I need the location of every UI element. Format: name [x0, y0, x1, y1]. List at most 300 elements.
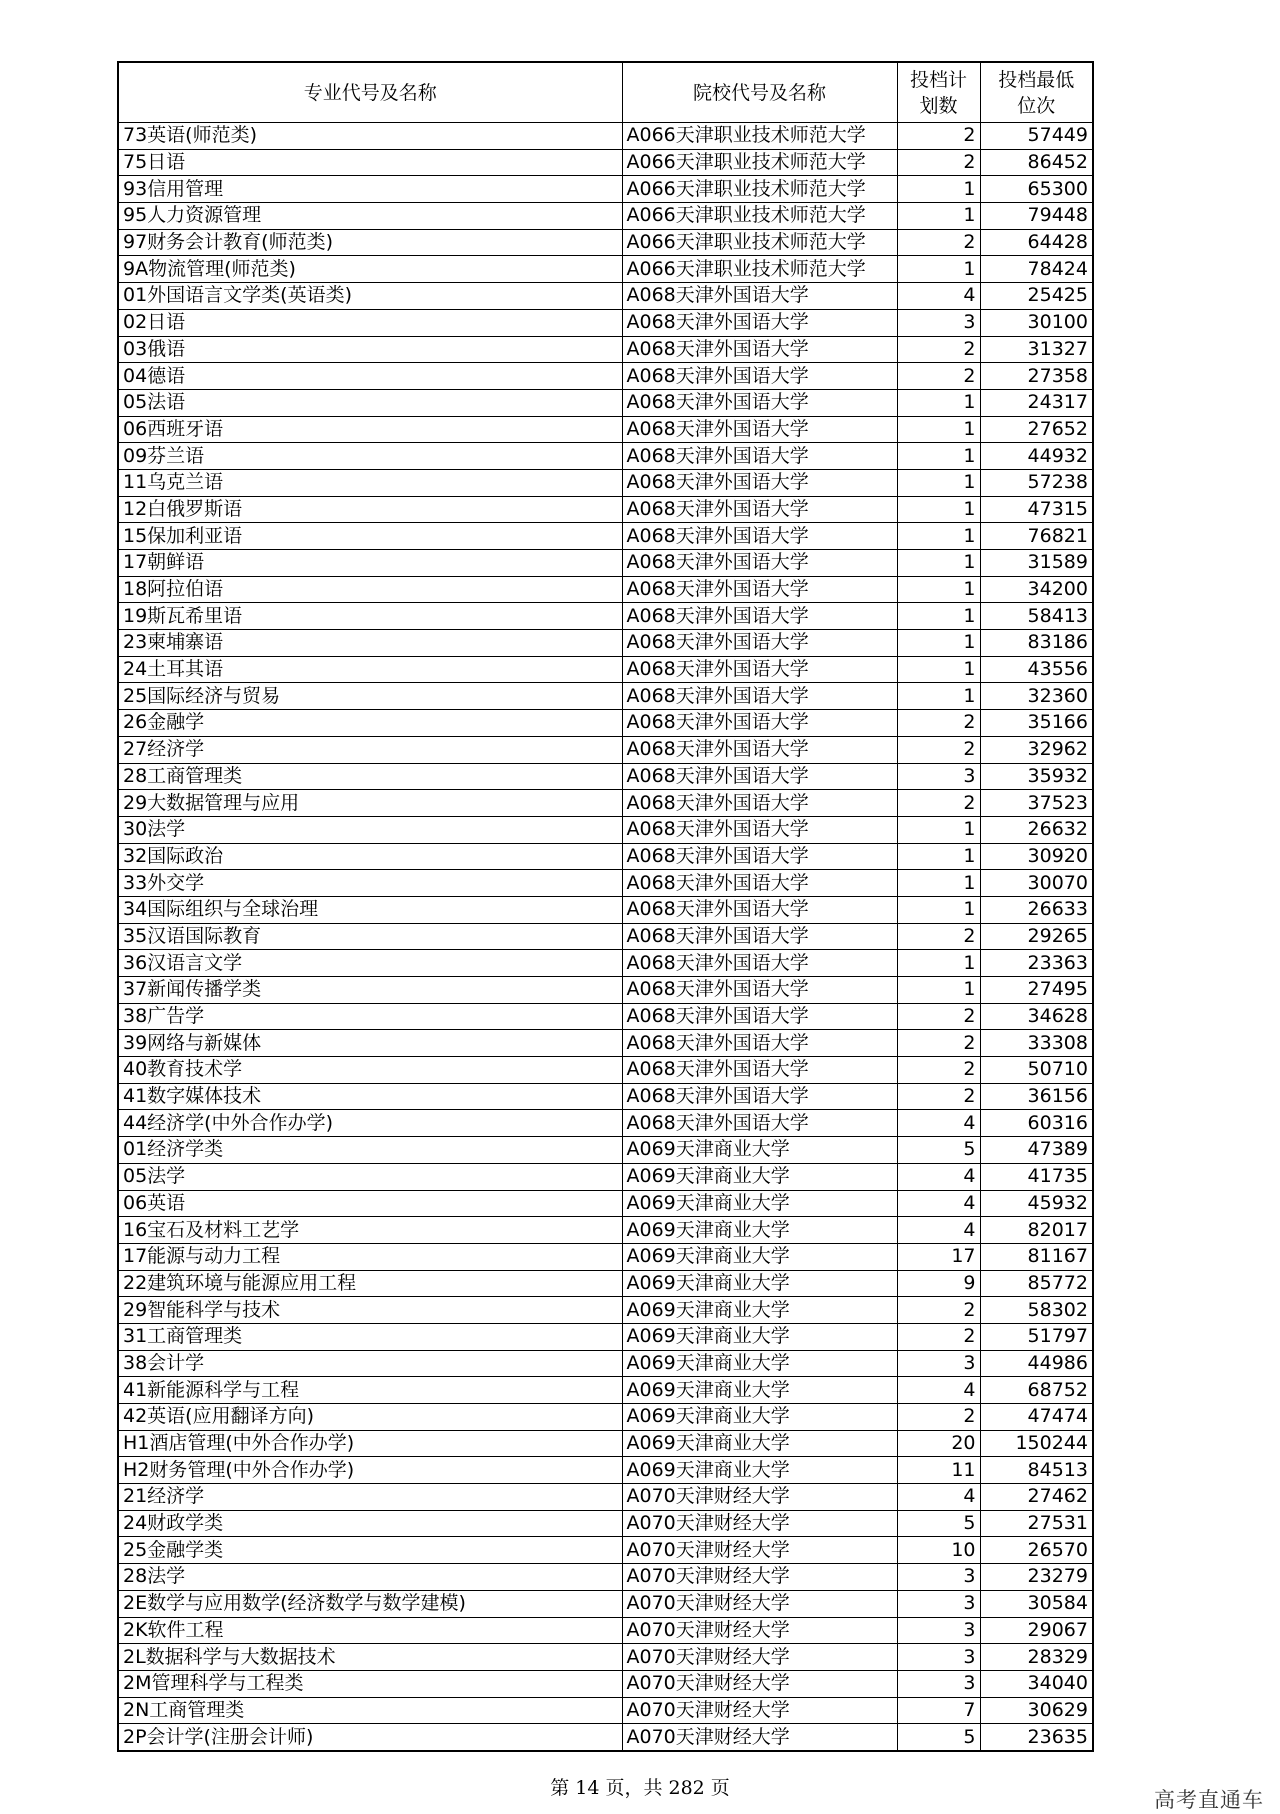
school-cell: A068天津外国语大学 — [622, 1003, 897, 1030]
major-cell: 01外国语言文学类(英语类) — [118, 283, 622, 310]
school-cell: A068天津外国语大学 — [622, 710, 897, 737]
table-row — [118, 576, 1093, 603]
plan-count-cell: 9 — [897, 1270, 980, 1297]
major-cell: 2E数学与应用数学(经济数学与数学建模) — [118, 1590, 622, 1617]
major-cell: H1酒店管理(中外合作办学) — [118, 1430, 622, 1457]
major-cell: 27经济学 — [118, 736, 622, 763]
table-row — [118, 1510, 1093, 1537]
table-row — [118, 416, 1093, 443]
school-cell: A068天津外国语大学 — [622, 523, 897, 550]
header-major: 专业代号及名称 — [118, 62, 622, 123]
major-cell: 19斯瓦希里语 — [118, 603, 622, 630]
plan-count-cell: 3 — [897, 1590, 980, 1617]
table-row — [118, 1350, 1093, 1377]
watermark: 高考直通车 — [1154, 1788, 1264, 1812]
plan-count-cell: 1 — [897, 630, 980, 657]
school-cell: A069天津商业大学 — [622, 1243, 897, 1270]
major-cell: 38广告学 — [118, 1003, 622, 1030]
plan-count-cell: 2 — [897, 149, 980, 176]
major-cell: 37新闻传播学类 — [118, 977, 622, 1004]
min-rank-cell: 31589 — [980, 550, 1093, 577]
min-rank-cell: 24317 — [980, 389, 1093, 416]
school-cell: A068天津外国语大学 — [622, 309, 897, 336]
school-cell: A068天津外国语大学 — [622, 816, 897, 843]
major-cell: 01经济学类 — [118, 1137, 622, 1164]
table-header-row — [118, 62, 1093, 123]
table-row — [118, 1323, 1093, 1350]
plan-count-cell: 2 — [897, 229, 980, 256]
min-rank-cell: 82017 — [980, 1217, 1093, 1244]
school-cell: A068天津外国语大学 — [622, 870, 897, 897]
major-cell: 06西班牙语 — [118, 416, 622, 443]
min-rank-cell: 35932 — [980, 763, 1093, 790]
table-row — [118, 1457, 1093, 1484]
school-cell: A070天津财经大学 — [622, 1590, 897, 1617]
major-cell: 21经济学 — [118, 1484, 622, 1511]
min-rank-cell: 78424 — [980, 256, 1093, 283]
major-cell: 33外交学 — [118, 870, 622, 897]
min-rank-cell: 85772 — [980, 1270, 1093, 1297]
plan-count-cell: 2 — [897, 1030, 980, 1057]
plan-count-cell: 3 — [897, 309, 980, 336]
plan-count-cell: 1 — [897, 523, 980, 550]
table-row — [118, 229, 1093, 256]
min-rank-cell: 35166 — [980, 710, 1093, 737]
table-row — [118, 630, 1093, 657]
min-rank-cell: 150244 — [980, 1430, 1093, 1457]
school-cell: A068天津外国语大学 — [622, 496, 897, 523]
min-rank-cell: 27495 — [980, 977, 1093, 1004]
plan-count-cell: 3 — [897, 763, 980, 790]
table-row — [118, 1404, 1093, 1431]
min-rank-cell: 60316 — [980, 1110, 1093, 1137]
min-rank-cell: 25425 — [980, 283, 1093, 310]
table-row — [118, 1617, 1093, 1644]
school-cell: A068天津外国语大学 — [622, 443, 897, 470]
min-rank-cell: 32360 — [980, 683, 1093, 710]
table-row — [118, 550, 1093, 577]
school-cell: A068天津外国语大学 — [622, 923, 897, 950]
table-row — [118, 870, 1093, 897]
major-cell: 04德语 — [118, 363, 622, 390]
table-row — [118, 1724, 1093, 1751]
table-row — [118, 1137, 1093, 1164]
major-cell: 30法学 — [118, 816, 622, 843]
plan-count-cell: 11 — [897, 1457, 980, 1484]
min-rank-cell: 34628 — [980, 1003, 1093, 1030]
plan-count-cell: 2 — [897, 1323, 980, 1350]
school-cell: A070天津财经大学 — [622, 1670, 897, 1697]
major-cell: 15保加利亚语 — [118, 523, 622, 550]
major-cell: 16宝石及材料工艺学 — [118, 1217, 622, 1244]
major-cell: 29大数据管理与应用 — [118, 790, 622, 817]
plan-count-cell: 1 — [897, 496, 980, 523]
min-rank-cell: 41735 — [980, 1163, 1093, 1190]
table-row — [118, 1537, 1093, 1564]
school-cell: A068天津外国语大学 — [622, 550, 897, 577]
school-cell: A069天津商业大学 — [622, 1457, 897, 1484]
major-cell: 28法学 — [118, 1564, 622, 1591]
major-cell: 2P会计学(注册会计师) — [118, 1724, 622, 1751]
major-cell: 23柬埔寨语 — [118, 630, 622, 657]
header-plan-count — [897, 62, 980, 123]
major-cell: 34国际组织与全球治理 — [118, 896, 622, 923]
school-cell: A068天津外国语大学 — [622, 469, 897, 496]
table-row — [118, 763, 1093, 790]
table-row — [118, 1030, 1093, 1057]
min-rank-cell: 57449 — [980, 123, 1093, 150]
min-rank-cell: 57238 — [980, 469, 1093, 496]
major-cell: 35汉语国际教育 — [118, 923, 622, 950]
min-rank-cell: 43556 — [980, 656, 1093, 683]
school-cell: A068天津外国语大学 — [622, 1110, 897, 1137]
plan-count-cell: 1 — [897, 389, 980, 416]
min-rank-cell: 23635 — [980, 1724, 1093, 1751]
table-row — [118, 523, 1093, 550]
header-min-rank-line1: 投档最低 — [998, 68, 1075, 91]
plan-count-cell: 5 — [897, 1137, 980, 1164]
plan-count-cell: 4 — [897, 1163, 980, 1190]
school-cell: A068天津外国语大学 — [622, 1083, 897, 1110]
plan-count-cell: 4 — [897, 1110, 980, 1137]
major-cell: 18阿拉伯语 — [118, 576, 622, 603]
min-rank-cell: 51797 — [980, 1323, 1093, 1350]
major-cell: 44经济学(中外合作办学) — [118, 1110, 622, 1137]
header-plan-count-line1: 投档计 — [909, 68, 967, 91]
major-cell: 31工商管理类 — [118, 1323, 622, 1350]
school-cell: A068天津外国语大学 — [622, 389, 897, 416]
school-cell: A066天津职业技术师范大学 — [622, 229, 897, 256]
min-rank-cell: 30920 — [980, 843, 1093, 870]
table-row — [118, 1697, 1093, 1724]
major-cell: 26金融学 — [118, 710, 622, 737]
school-cell: A068天津外国语大学 — [622, 363, 897, 390]
table-row — [118, 656, 1093, 683]
min-rank-cell: 34200 — [980, 576, 1093, 603]
school-cell: A070天津财经大学 — [622, 1484, 897, 1511]
plan-count-cell: 2 — [897, 1057, 980, 1084]
school-cell: A069天津商业大学 — [622, 1190, 897, 1217]
school-cell: A069天津商业大学 — [622, 1270, 897, 1297]
min-rank-cell: 32962 — [980, 736, 1093, 763]
school-cell: A066天津职业技术师范大学 — [622, 149, 897, 176]
major-cell: 2L数据科学与大数据技术 — [118, 1644, 622, 1671]
plan-count-cell: 1 — [897, 416, 980, 443]
major-cell: 28工商管理类 — [118, 763, 622, 790]
major-cell: 97财务会计教育(师范类) — [118, 229, 622, 256]
table-row — [118, 496, 1093, 523]
school-cell: A068天津外国语大学 — [622, 977, 897, 1004]
school-cell: A068天津外国语大学 — [622, 1030, 897, 1057]
major-cell: 39网络与新媒体 — [118, 1030, 622, 1057]
major-cell: 38会计学 — [118, 1350, 622, 1377]
plan-count-cell: 1 — [897, 656, 980, 683]
table-row — [118, 1163, 1093, 1190]
plan-count-cell: 1 — [897, 469, 980, 496]
min-rank-cell: 33308 — [980, 1030, 1093, 1057]
plan-count-cell: 1 — [897, 816, 980, 843]
school-cell: A068天津外国语大学 — [622, 656, 897, 683]
min-rank-cell: 45932 — [980, 1190, 1093, 1217]
school-cell: A070天津财经大学 — [622, 1697, 897, 1724]
school-cell: A068天津外国语大学 — [622, 416, 897, 443]
school-cell: A069天津商业大学 — [622, 1377, 897, 1404]
table-row — [118, 816, 1093, 843]
min-rank-cell: 26570 — [980, 1537, 1093, 1564]
plan-count-cell: 4 — [897, 283, 980, 310]
min-rank-cell: 50710 — [980, 1057, 1093, 1084]
plan-count-cell: 2 — [897, 1404, 980, 1431]
major-cell: 25金融学类 — [118, 1537, 622, 1564]
major-cell: 25国际经济与贸易 — [118, 683, 622, 710]
plan-count-cell: 1 — [897, 683, 980, 710]
plan-count-cell: 1 — [897, 896, 980, 923]
major-cell: 17朝鲜语 — [118, 550, 622, 577]
school-cell: A070天津财经大学 — [622, 1510, 897, 1537]
school-cell: A068天津外国语大学 — [622, 950, 897, 977]
min-rank-cell: 84513 — [980, 1457, 1093, 1484]
major-cell: 75日语 — [118, 149, 622, 176]
major-cell: 05法学 — [118, 1163, 622, 1190]
table-row — [118, 843, 1093, 870]
school-cell: A068天津外国语大学 — [622, 576, 897, 603]
major-cell: 32国际政治 — [118, 843, 622, 870]
min-rank-cell: 58302 — [980, 1297, 1093, 1324]
plan-count-cell: 2 — [897, 123, 980, 150]
min-rank-cell: 27531 — [980, 1510, 1093, 1537]
school-cell: A069天津商业大学 — [622, 1430, 897, 1457]
table-row — [118, 283, 1093, 310]
min-rank-cell: 65300 — [980, 176, 1093, 203]
plan-count-cell: 3 — [897, 1644, 980, 1671]
plan-count-cell: 3 — [897, 1564, 980, 1591]
major-cell: 12白俄罗斯语 — [118, 496, 622, 523]
table-row — [118, 1377, 1093, 1404]
major-cell: 02日语 — [118, 309, 622, 336]
school-cell: A066天津职业技术师范大学 — [622, 203, 897, 230]
header-school: 院校代号及名称 — [622, 62, 897, 123]
major-cell: 2M管理科学与工程类 — [118, 1670, 622, 1697]
plan-count-cell: 10 — [897, 1537, 980, 1564]
school-cell: A066天津职业技术师范大学 — [622, 176, 897, 203]
table-row — [118, 1217, 1093, 1244]
school-cell: A068天津外国语大学 — [622, 336, 897, 363]
table-row — [118, 256, 1093, 283]
major-cell: 42英语(应用翻译方向) — [118, 1404, 622, 1431]
table-row — [118, 977, 1093, 1004]
header-min-rank-line2: 位次 — [1017, 94, 1056, 117]
major-cell: 22建筑环境与能源应用工程 — [118, 1270, 622, 1297]
school-cell: A069天津商业大学 — [622, 1323, 897, 1350]
plan-count-cell: 2 — [897, 1297, 980, 1324]
min-rank-cell: 58413 — [980, 603, 1093, 630]
plan-count-cell: 1 — [897, 176, 980, 203]
major-cell: 93信用管理 — [118, 176, 622, 203]
major-cell: 40教育技术学 — [118, 1057, 622, 1084]
plan-count-cell: 2 — [897, 790, 980, 817]
plan-count-cell: 5 — [897, 1724, 980, 1751]
min-rank-cell: 30070 — [980, 870, 1093, 897]
major-cell: H2财务管理(中外合作办学) — [118, 1457, 622, 1484]
school-cell: A070天津财经大学 — [622, 1537, 897, 1564]
min-rank-cell: 27462 — [980, 1484, 1093, 1511]
table-row — [118, 389, 1093, 416]
school-cell: A068天津外国语大学 — [622, 896, 897, 923]
table-row — [118, 603, 1093, 630]
school-cell: A069天津商业大学 — [622, 1297, 897, 1324]
plan-count-cell: 1 — [897, 977, 980, 1004]
min-rank-cell: 36156 — [980, 1083, 1093, 1110]
table-row — [118, 203, 1093, 230]
plan-count-cell: 2 — [897, 1083, 980, 1110]
school-cell: A070天津财经大学 — [622, 1724, 897, 1751]
min-rank-cell: 44986 — [980, 1350, 1093, 1377]
major-cell: 05法语 — [118, 389, 622, 416]
major-cell: 09芬兰语 — [118, 443, 622, 470]
plan-count-cell: 20 — [897, 1430, 980, 1457]
min-rank-cell: 47315 — [980, 496, 1093, 523]
major-cell: 2N工商管理类 — [118, 1697, 622, 1724]
table-row — [118, 1670, 1093, 1697]
plan-count-cell: 1 — [897, 870, 980, 897]
table-row — [118, 1270, 1093, 1297]
plan-count-cell: 1 — [897, 550, 980, 577]
school-cell: A068天津外国语大学 — [622, 736, 897, 763]
school-cell: A068天津外国语大学 — [622, 283, 897, 310]
table-row — [118, 1590, 1093, 1617]
min-rank-cell: 81167 — [980, 1243, 1093, 1270]
plan-count-cell: 4 — [897, 1484, 980, 1511]
major-cell: 24土耳其语 — [118, 656, 622, 683]
min-rank-cell: 47474 — [980, 1404, 1093, 1431]
plan-count-cell: 2 — [897, 363, 980, 390]
min-rank-cell: 29067 — [980, 1617, 1093, 1644]
table-row — [118, 1564, 1093, 1591]
school-cell: A069天津商业大学 — [622, 1217, 897, 1244]
table-row — [118, 176, 1093, 203]
table-row — [118, 1644, 1093, 1671]
table-row — [118, 1083, 1093, 1110]
table-row — [118, 1484, 1093, 1511]
school-cell: A069天津商业大学 — [622, 1137, 897, 1164]
min-rank-cell: 26632 — [980, 816, 1093, 843]
min-rank-cell: 23279 — [980, 1564, 1093, 1591]
plan-count-cell: 1 — [897, 203, 980, 230]
school-cell: A068天津外国语大学 — [622, 790, 897, 817]
header-plan-count-line2: 划数 — [919, 94, 958, 117]
min-rank-cell: 26633 — [980, 896, 1093, 923]
min-rank-cell: 30584 — [980, 1590, 1093, 1617]
school-cell: A068天津外国语大学 — [622, 603, 897, 630]
table-row — [118, 1243, 1093, 1270]
major-cell: 17能源与动力工程 — [118, 1243, 622, 1270]
min-rank-cell: 27652 — [980, 416, 1093, 443]
min-rank-cell: 37523 — [980, 790, 1093, 817]
plan-count-cell: 3 — [897, 1670, 980, 1697]
major-cell: 41数字媒体技术 — [118, 1083, 622, 1110]
plan-count-cell: 1 — [897, 443, 980, 470]
table-row — [118, 950, 1093, 977]
min-rank-cell: 28329 — [980, 1644, 1093, 1671]
school-cell: A068天津外国语大学 — [622, 843, 897, 870]
table-row — [118, 1297, 1093, 1324]
min-rank-cell: 64428 — [980, 229, 1093, 256]
table-row — [118, 1057, 1093, 1084]
table-row — [118, 736, 1093, 763]
table-row — [118, 790, 1093, 817]
plan-count-cell: 4 — [897, 1377, 980, 1404]
school-cell: A066天津职业技术师范大学 — [622, 256, 897, 283]
min-rank-cell: 83186 — [980, 630, 1093, 657]
min-rank-cell: 47389 — [980, 1137, 1093, 1164]
table-row — [118, 923, 1093, 950]
min-rank-cell: 31327 — [980, 336, 1093, 363]
table-row — [118, 309, 1093, 336]
table-row — [118, 896, 1093, 923]
school-cell: A068天津外国语大学 — [622, 1057, 897, 1084]
major-cell: 06英语 — [118, 1190, 622, 1217]
plan-count-cell: 1 — [897, 843, 980, 870]
school-cell: A069天津商业大学 — [622, 1404, 897, 1431]
table-row — [118, 123, 1093, 150]
school-cell: A066天津职业技术师范大学 — [622, 123, 897, 150]
plan-count-cell: 2 — [897, 336, 980, 363]
table-row — [118, 336, 1093, 363]
plan-count-cell: 2 — [897, 736, 980, 763]
major-cell: 9A物流管理(师范类) — [118, 256, 622, 283]
plan-count-cell: 1 — [897, 950, 980, 977]
min-rank-cell: 86452 — [980, 149, 1093, 176]
min-rank-cell: 44932 — [980, 443, 1093, 470]
table-row — [118, 469, 1093, 496]
major-cell: 24财政学类 — [118, 1510, 622, 1537]
table-row — [118, 683, 1093, 710]
min-rank-cell: 68752 — [980, 1377, 1093, 1404]
major-cell: 73英语(师范类) — [118, 123, 622, 150]
table-row — [118, 1190, 1093, 1217]
school-cell: A069天津商业大学 — [622, 1350, 897, 1377]
plan-count-cell: 1 — [897, 256, 980, 283]
plan-count-cell: 4 — [897, 1190, 980, 1217]
min-rank-cell: 79448 — [980, 203, 1093, 230]
major-cell: 03俄语 — [118, 336, 622, 363]
table-row — [118, 149, 1093, 176]
plan-count-cell: 4 — [897, 1217, 980, 1244]
min-rank-cell: 30100 — [980, 309, 1093, 336]
plan-count-cell: 2 — [897, 923, 980, 950]
school-cell: A070天津财经大学 — [622, 1617, 897, 1644]
min-rank-cell: 34040 — [980, 1670, 1093, 1697]
plan-count-cell: 3 — [897, 1350, 980, 1377]
school-cell: A069天津商业大学 — [622, 1163, 897, 1190]
plan-count-cell: 7 — [897, 1697, 980, 1724]
major-cell: 11乌克兰语 — [118, 469, 622, 496]
table-row — [118, 1110, 1093, 1137]
plan-count-cell: 17 — [897, 1243, 980, 1270]
min-rank-cell: 29265 — [980, 923, 1093, 950]
school-cell: A068天津外国语大学 — [622, 683, 897, 710]
plan-count-cell: 1 — [897, 603, 980, 630]
min-rank-cell: 27358 — [980, 363, 1093, 390]
admission-table — [117, 61, 1094, 1752]
plan-count-cell: 2 — [897, 1003, 980, 1030]
table-body — [118, 123, 1093, 1751]
school-cell: A070天津财经大学 — [622, 1564, 897, 1591]
min-rank-cell: 30629 — [980, 1697, 1093, 1724]
major-cell: 2K软件工程 — [118, 1617, 622, 1644]
plan-count-cell: 2 — [897, 710, 980, 737]
table-row — [118, 1430, 1093, 1457]
